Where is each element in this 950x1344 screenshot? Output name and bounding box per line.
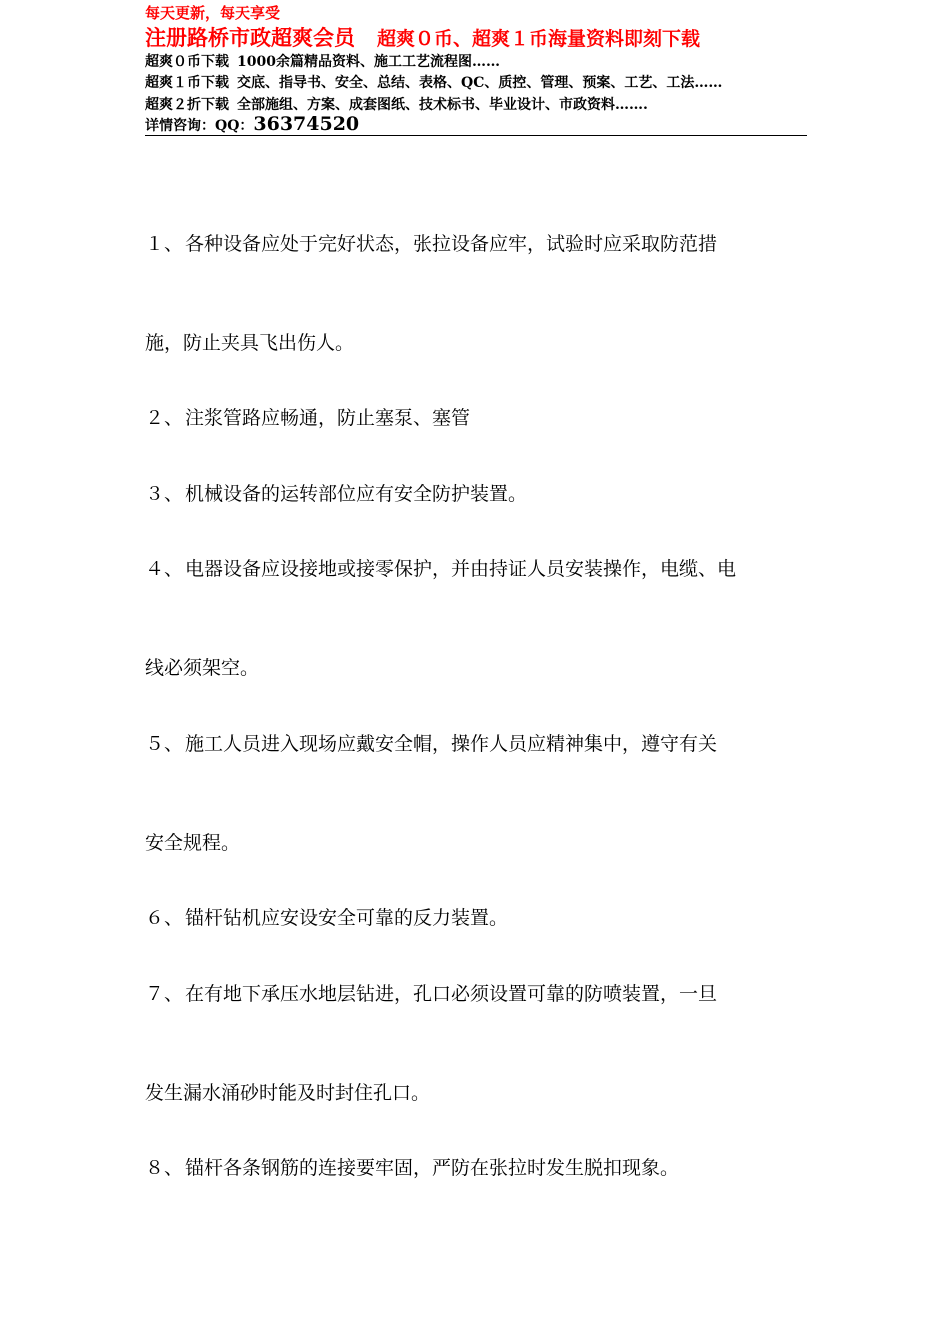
contact-number: 36374520 (253, 113, 360, 135)
body-line (145, 903, 807, 930)
item-text: 注浆管路应畅通，防止塞泵、塞管 (185, 407, 471, 429)
promo-title: 注册路桥市政超爽会员 (145, 25, 355, 50)
promo-info-text: 交底、指导书、安全、总结、表格、QC、质控、管理、预案、工艺、工法…… (237, 75, 723, 91)
item-text: 发生漏水涌砂时能及时封住孔口。 (145, 1082, 431, 1104)
promo-info-line (145, 51, 500, 71)
promo-info-label: 超爽１币下载 (145, 75, 229, 91)
body-line (145, 229, 807, 256)
header-divider (145, 135, 807, 136)
body-line (145, 729, 807, 756)
item-text: 施，防止夹具飞出伤人。 (145, 332, 355, 354)
body-line (145, 403, 807, 430)
contact-label: 详情咨询：QQ： (145, 118, 254, 134)
promo-contact (145, 113, 359, 135)
item-text: 锚杆各条钢筋的连接要牢固，严防在张拉时发生脱扣现象。 (185, 1157, 680, 1179)
item-number: ６、 (145, 907, 184, 929)
item-number: ３、 (145, 483, 184, 505)
item-number: ５、 (145, 733, 184, 755)
item-text: 线必须架空。 (145, 657, 260, 679)
promo-title-row (145, 22, 700, 52)
item-text: 锚杆钻机应安设安全可靠的反力装置。 (185, 907, 509, 929)
item-text: 安全规程。 (145, 832, 241, 854)
promo-info-line (145, 72, 722, 92)
body-line (145, 979, 807, 1006)
body-line (145, 554, 807, 581)
body-line (145, 328, 807, 355)
promo-info-text: 全部施组、方案、成套图纸、技术标书、毕业设计、市政资料……. (237, 97, 648, 113)
promo-subtitle: 超爽０币、超爽１币海量资料即刻下载 (377, 28, 701, 50)
promo-tagline: 每天更新，每天享受 (145, 4, 281, 22)
item-number: ２、 (145, 407, 184, 429)
body-line (145, 828, 807, 855)
item-number: １、 (145, 233, 184, 255)
item-text: 在有地下承压水地层钻进，孔口必须设置可靠的防喷装置，一旦 (185, 983, 718, 1005)
promo-info-text: 1000余篇精品资料、施工工艺流程图…… (237, 54, 500, 70)
body-line (145, 479, 807, 506)
item-number: ４、 (145, 558, 184, 580)
promo-info-label: 超爽２折下载 (145, 97, 229, 113)
body-line (145, 653, 807, 680)
item-text: 施工人员进入现场应戴安全帽，操作人员应精神集中，遵守有关 (185, 733, 718, 755)
item-text: 机械设备的运转部位应有安全防护装置。 (185, 483, 528, 505)
item-text: 各种设备应处于完好状态，张拉设备应牢，试验时应采取防范措 (185, 233, 718, 255)
item-text: 电器设备应设接地或接零保护，并由持证人员安装操作，电缆、电 (185, 558, 737, 580)
item-number: ７、 (145, 983, 184, 1005)
body-line (145, 1078, 807, 1105)
promo-info-line (145, 94, 648, 114)
item-number: ８、 (145, 1157, 184, 1179)
promo-info-label: 超爽０币下载 (145, 54, 229, 70)
body-line (145, 1153, 807, 1180)
